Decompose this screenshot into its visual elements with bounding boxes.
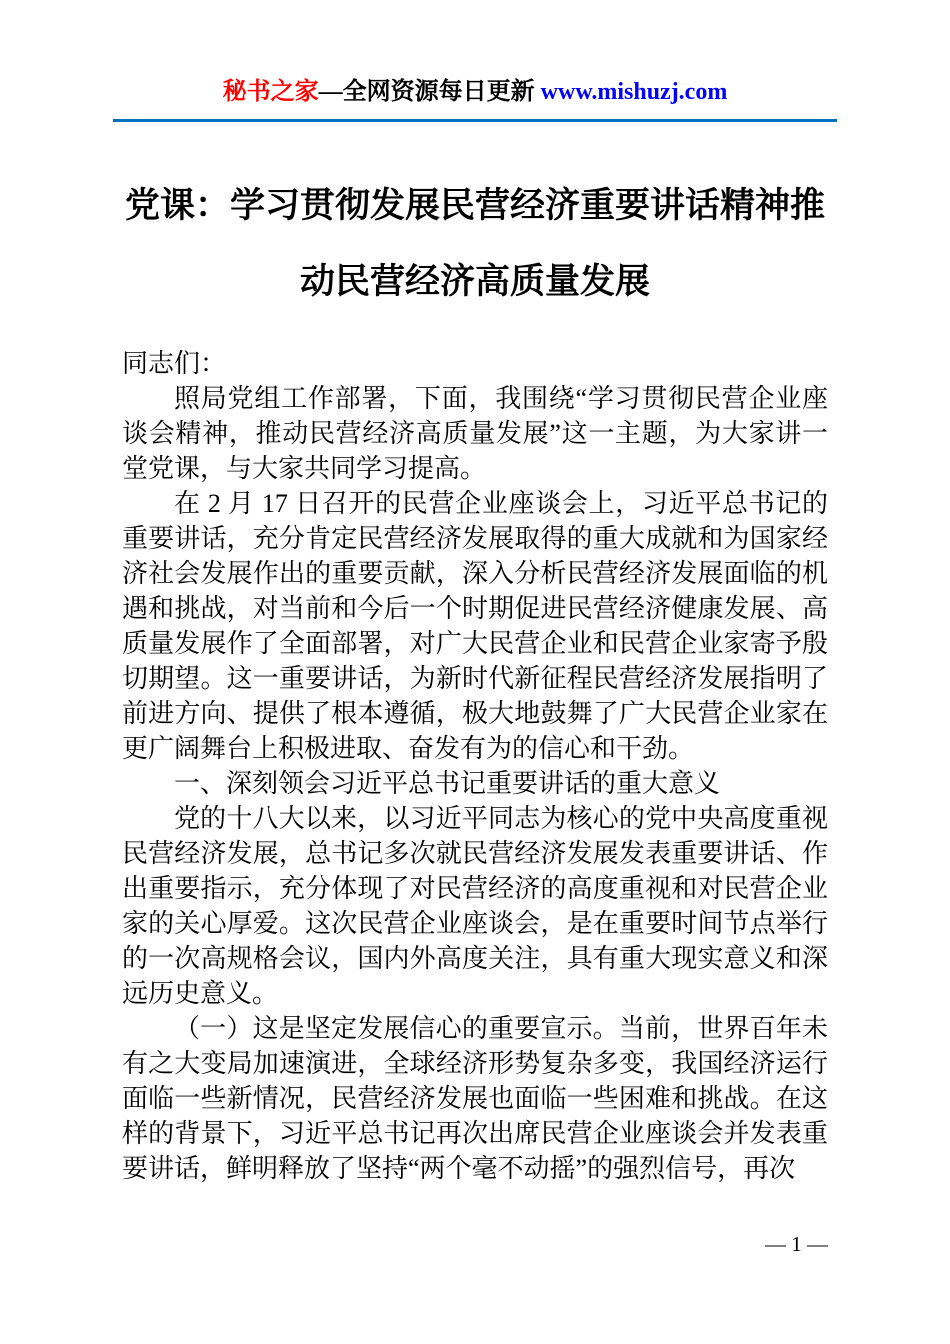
paragraph-2: 在 2 月 17 日召开的民营企业座谈会上，习近平总书记的重要讲话，充分肯定民营经济发展取得的重大成就和为国家经济社会发展作出的重要贡献，深入分析民营经济发展面临的机遇和挑战，对当前和今后一个时期促进民营经济健康发展、高质量发展作了全面部署，对广大民营企业和民营企业家寄予殷切期望。这一重要讲话，为新时代新征程民营经济发展指明了前进方向、提供了根本遵循，极大地鼓舞了广大民营企业家在更广阔舞台上积极进取、奋发有为的信心和干劲。 — [122, 489, 828, 763]
site-url-link[interactable]: www.mishuzj.com — [540, 79, 728, 105]
document-title-line2: 动民营经济高质量发展 — [299, 262, 650, 301]
section-heading-1: 一、深刻领会习近平总书记重要讲话的重大意义 — [174, 769, 721, 798]
page-footer — [765, 1232, 828, 1256]
site-tagline: —全网资源每日更新 — [318, 79, 541, 105]
salutation: 同志们： — [122, 349, 227, 378]
paragraph-1: 照局党组工作部署，下面，我围绕“学习贯彻民营企业座谈会精神，推动民营经济高质量发展”这一主题，为大家讲一堂党课，与大家共同学习提高。 — [122, 384, 828, 483]
document-body — [122, 346, 828, 1186]
page-number: — 1 — — [765, 1232, 828, 1256]
paragraph-3: 党的十八大以来，以习近平同志为核心的党中央高度重视民营经济发展，总书记多次就民营经济发展发表重要讲话、作出重要指示，充分体现了对民营经济的高度重视和对民营企业家的关心厚爱。这次民营企业座谈会，是在重要时间节点举行的一次高规格会议，国内外高度关注，具有重大现实意义和深远历史意义。 — [122, 804, 828, 1008]
paragraph-4: （一）这是坚定发展信心的重要宣示。当前，世界百年未有之大变局加速演进，全球经济形势复杂多变，我国经济运行面临一些新情况，民营经济发展也面临一些困难和挑战。在这样的背景下，习近平总书记再次出席民营企业座谈会并发表重要讲话，鲜明释放了坚持“两个毫不动摇”的强烈信号，再次 — [122, 1014, 828, 1183]
header-divider-line — [113, 119, 837, 122]
site-brand: 秘书之家 — [222, 79, 319, 105]
site-header — [0, 0, 950, 108]
document-title-line1: 党课：学习贯彻发展民营经济重要讲话精神推 — [124, 186, 825, 225]
document-title — [122, 168, 828, 320]
